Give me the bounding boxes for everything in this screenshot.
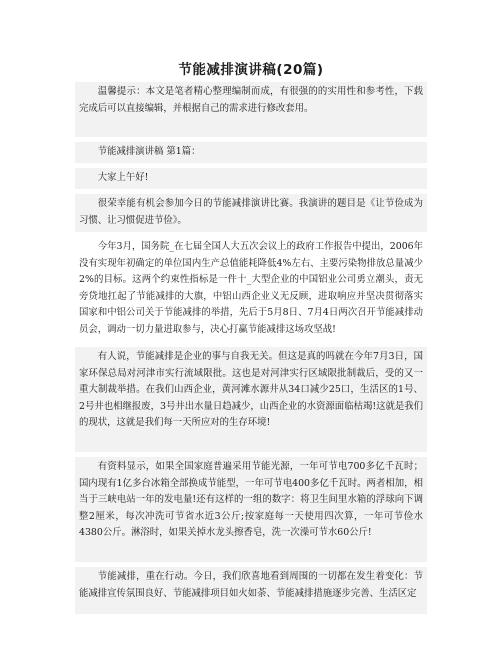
body-paragraph: 今年3月，国务院_在七届全国人大五次会议上的政府工作报告中提出，2006年没有实现年初确定的单位国内生产总值能耗降低4%左右、主要污染物排放总量减少2%的目标。这两个约束性指标是一件十_大型企业的中国铝业公司勇立潮头，责无旁贷地扛起了节能减排的大旗，中铝山西企业义无反顾，进取响应并坚决贯彻落实国家和中铝公司关于节能减排的举措，先后于5月8日、7月4日两次召开节能减排动员会，调动一切力量进取参与，决心打赢节能减排这场攻坚战! bbox=[79, 241, 423, 335]
body-paragraph: 很荣幸能有机会参加今日的节能减排演讲比赛。我演讲的题目是《让节俭成为习惯、让习惯促进节俭》。 bbox=[79, 198, 423, 226]
document-title: 节能减排演讲稿(20篇) bbox=[178, 62, 324, 78]
greeting-paragraph: 大家上午好! bbox=[97, 172, 149, 183]
greeting-block bbox=[75, 168, 427, 189]
paragraph-block bbox=[75, 347, 427, 452]
section-heading-block bbox=[75, 142, 427, 163]
paragraph-block bbox=[75, 194, 427, 232]
section-heading: 节能减排演讲稿 第1篇： bbox=[97, 146, 201, 157]
paragraph-block bbox=[75, 567, 427, 614]
document-body bbox=[75, 82, 427, 619]
body-paragraph: 有资料显示，如果全国家庭普遍采用节能光源，一年可节电700多亿千瓦时；国内现有1亿多台冰箱全部换成节能型，一年可节电400多亿千瓦时。两者相加，相当于三峡电站一年的发电量!还有这样的一组的数字：将卫生间里水箱的浮球向下调整2厘米，每次冲洗可节省水近3公斤;按家庭每一天使用四次算，一年可节俭水4380公斤。淋浴时，如果关掉水龙头擦香皂，洗一次澡可节水60公斤! bbox=[79, 461, 423, 539]
paragraph-block bbox=[75, 237, 427, 342]
body-paragraph: 有人说，节能减排是企业的事与自我无关。但这是真的吗就在今年7月3日，国家环保总局对河津市实行流域限批。这也是对河津实行区域限批制裁后，受的又一重大制裁举措。在我们山西企业，黄河滩水源井从34口减少25口，生活区的1号、2号井也相继报废，3号井出水量日趋减少，山西企业的水资源面临枯竭!这就是我们的现状，这就是我们每一天所应对的生存环境! bbox=[79, 351, 423, 429]
intro-block bbox=[75, 82, 427, 137]
intro-paragraph: 温馨提示：本文是笔者精心整理编制而成，有很强的的实用性和参考性，下载完成后可以直接编辑，并根据自己的需求进行修改套用。 bbox=[79, 86, 423, 114]
body-paragraph: 节能减排，重在行动。今日，我们欣喜地看到周围的一切都在发生着变化：节能减排宣传氛围良好、节能减排项目如火如荼、节能减排措施逐步完善、生活区定 bbox=[79, 571, 423, 599]
paragraph-block bbox=[75, 457, 427, 562]
